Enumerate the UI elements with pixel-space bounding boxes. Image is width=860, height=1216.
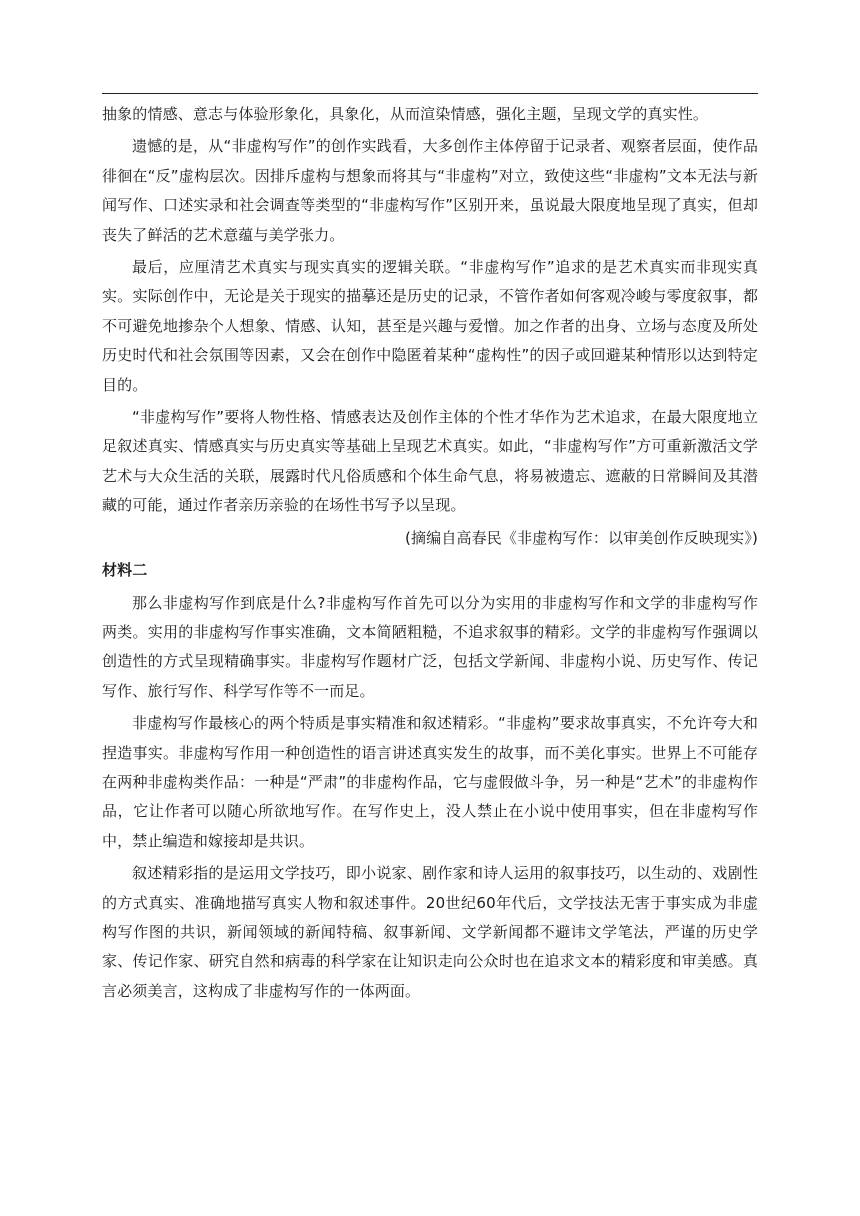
- paragraph-core-traits: 非虚构写作最核心的两个特质是事实精准和叙述精彩。“非虚构”要求故事真实，不允许夸大和捏造事实。非虚构写作用一种创造性的语言讲述真实发生的故事，而不美化事实。世界上不可能存在两种非虚构类作品：一种是“严肃”的非虚构作品，它与虚假做斗争，另一种是“艺术”的非虚构作品，它让作者可以随心所欲地写作。在写作史上，没人禁止在小说中使用事实，但在非虚构写作中，禁止编造和嫁接却是共识。: [102, 714, 758, 850]
- paragraph-regret: 遗憾的是，从“非虚构写作”的创作实践看，大多创作主体停留于记录者、观察者层面，使作品徘徊在“反”虚构层次。因排斥虚构与想象而将其与“非虚构”对立，致使这些“非虚构”文本无法与新闻写作、口述实录和社会调查等类型的“非虚构写作”区别开来，虽说最大限度地呈现了真实，但却丧失了鲜活的艺术意蕴与美学张力。: [102, 137, 758, 244]
- paragraph-continuation: 抽象的情感、意志与体验形象化，具象化，从而渲染情感，强化主题，呈现文学的真实性。: [102, 105, 709, 123]
- paragraph-narrative-craft: 叙述精彩指的是运用文学技巧，即小说家、剧作家和诗人运用的叙事技巧，以生动的、戏剧性的方式真实、准确地描写真实人物和叙述事件。20世纪60年代后，文学技法无害于事实成为非虚构写作图的共识，新闻领域的新闻特稿、叙事新闻、文学新闻都不避讳文学笔法，严谨的历史学家、传记作家、研究自然和病毒的科学家在让知识走向公众时也在追求文本的精彩度和审美感。真言必须美言，这构成了非虚构写作的一体两面。: [102, 864, 758, 1000]
- source-credit: (摘编自高春民《非虚构写作：以审美创作反映现实》): [405, 528, 758, 547]
- paragraph-finally: 最后，应厘清艺术真实与现实真实的逻辑关联。“非虚构写作”追求的是艺术真实而非现实真实。实际创作中，无论是关于现实的描摹还是历史的记录，不管作者如何客观冷峻与零度叙事，都不可避免地掺杂个人想象、情感、认知，甚至是兴趣与爱憎。加之作者的出身、立场与态度及所处历史时代和社会氛围等因素，又会在创作中隐匿着某种“虚构性”的因子或回避某种情形以达到特定目的。: [102, 258, 758, 394]
- paragraph-definition: 那么非虚构写作到底是什么?非虚构写作首先可以分为实用的非虚构写作和文学的非虚构写作两类。实用的非虚构写作事实准确，文本简陋粗糙，不追求叙事的精彩。文学的非虚构写作强调以创造性的方式呈现精确事实。非虚构写作题材广泛，包括文学新闻、非虚构小说、历史写作、传记写作、旅行写作、科学写作等不一而足。: [102, 593, 758, 700]
- header-rule: [102, 93, 758, 94]
- document-body: [102, 100, 758, 1009]
- paragraph-nonfiction-pursuit: “非虚构写作”要将人物性格、情感表达及创作主体的个性才华作为艺术追求，在最大限度地立足叙述真实、情感真实与历史真实等基础上呈现艺术真实。如此，“非虚构写作”方可重新激活文学艺术与大众生活的关联，展露时代凡俗质感和个体生命气息，将易被遗忘、遮蔽的日常瞬间及其潜藏的可能，通过作者亲历亲验的在场性书写予以呈现。: [102, 408, 758, 515]
- material-two-heading: 材料二: [102, 561, 148, 580]
